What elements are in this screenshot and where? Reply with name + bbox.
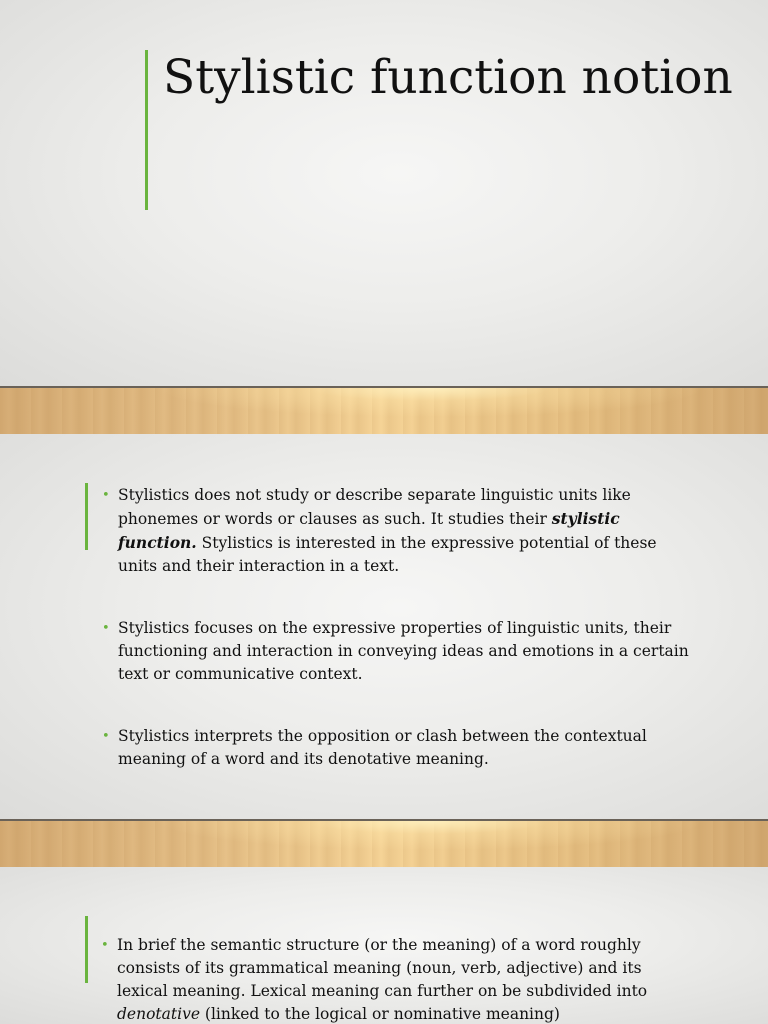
bullet-item	[102, 617, 696, 686]
slide-content-1	[0, 434, 768, 820]
bullet-list	[101, 934, 687, 1024]
content-accent-bar	[85, 483, 88, 550]
bullet-text: Stylistics is interested in the expressive potential of these units and their interaction in a text.	[118, 534, 657, 575]
slide-title-heading: Stylistic function notion	[163, 50, 733, 105]
bullet-icon: •	[102, 729, 110, 744]
bullet-text: (linked to the logical or nominative meaning)	[200, 1005, 560, 1023]
bullet-text: Stylistics does not study or describe separate linguistic units like phonemes or words or clauses as such. It studies their	[118, 486, 631, 528]
bullet-text: Stylistics interprets the opposition or clash between the contextual meaning of a word and its denotative meaning.	[118, 727, 647, 768]
bullet-item	[102, 484, 696, 578]
bullet-icon: •	[102, 621, 110, 636]
slide-title	[0, 0, 768, 386]
bullet-item	[102, 725, 696, 771]
content-accent-bar	[85, 916, 88, 983]
bullet-icon: •	[102, 488, 110, 503]
bullet-text: Stylistics focuses on the expressive properties of linguistic units, their functioning and interaction in conveying ideas and emotions in a certain text or communicative context.	[118, 619, 689, 683]
slide-divider-band	[0, 386, 768, 434]
bullet-item	[101, 934, 687, 1024]
bullet-text: In brief the semantic structure (or the meaning) of a word roughly consists of its grammatical meaning (noun, verb, adjective) and its lexical meaning. Lexical meaning can further on be subdivided into	[117, 936, 648, 1000]
bullet-icon: •	[101, 938, 109, 953]
title-accent-bar	[145, 50, 148, 210]
bullet-italic: denotative	[117, 1005, 200, 1023]
slide-divider-band	[0, 819, 768, 867]
bullet-emphasis: stylistic function.	[118, 509, 620, 552]
slide-content-2	[0, 867, 768, 1024]
bullet-list	[102, 484, 696, 771]
